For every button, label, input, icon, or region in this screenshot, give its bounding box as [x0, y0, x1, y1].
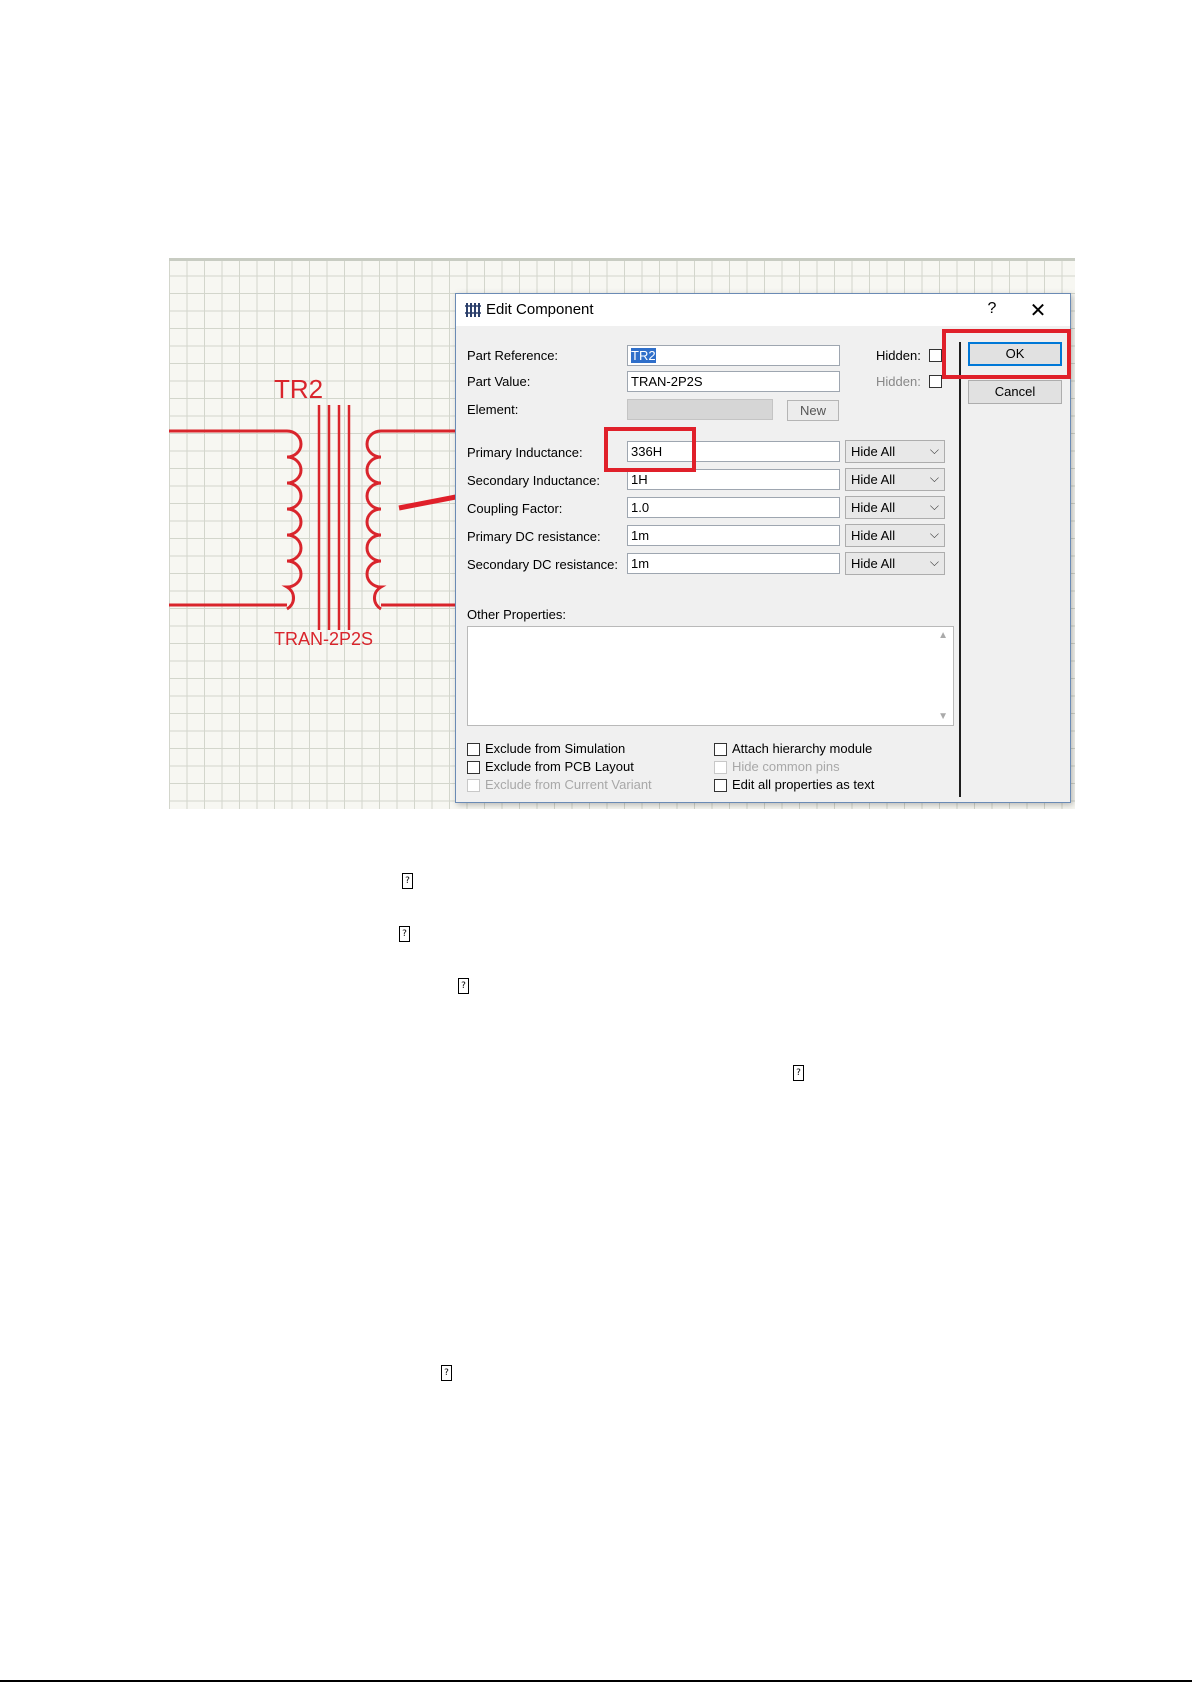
other-properties-textarea[interactable] — [467, 626, 954, 726]
primary-dc-resistance-field[interactable]: 1m — [627, 525, 840, 546]
dialog-titlebar[interactable] — [456, 294, 1070, 326]
help-icon[interactable]: ? — [987, 300, 997, 317]
part-value-field[interactable]: TRAN-2P2S — [627, 371, 840, 392]
hidden-label-2: Hidden: — [876, 374, 921, 389]
hidden-reference-checkbox[interactable] — [929, 349, 942, 362]
edit-as-text-checkbox[interactable] — [714, 779, 727, 792]
exclude-pcb-label: Exclude from PCB Layout — [485, 759, 634, 774]
chevron-down-icon: ⌵ — [929, 527, 939, 541]
component-value-label: TRAN-2P2S — [274, 629, 374, 649]
element-label: Element: — [467, 402, 519, 417]
exclude-simulation-checkbox[interactable] — [467, 743, 480, 756]
ok-highlight-box — [942, 329, 1071, 379]
primary-inductance-field[interactable]: 336H — [627, 441, 840, 462]
exclude-variant-checkbox — [467, 779, 480, 792]
chevron-down-icon: ⌵ — [929, 499, 939, 513]
secondary-inductance-label: Secondary Inductance: — [467, 473, 600, 488]
primary-dc-resistance-visibility[interactable]: Hide All ⌵ — [845, 524, 945, 547]
part-reference-field[interactable]: TR2 — [627, 345, 840, 366]
other-properties-label: Other Properties: — [467, 607, 566, 622]
inductance-highlight-box — [604, 427, 696, 472]
exclude-simulation-label: Exclude from Simulation — [485, 741, 626, 756]
exclude-variant-label: Exclude from Current Variant — [485, 777, 652, 792]
element-field — [627, 399, 773, 420]
new-element-button[interactable]: New — [787, 400, 839, 421]
footer-rule — [0, 1680, 1192, 1682]
ok-button[interactable]: OK — [968, 342, 1062, 366]
chevron-down-icon: ⌵ — [929, 443, 939, 457]
missing-glyph: ? — [458, 978, 469, 994]
secondary-dc-resistance-visibility[interactable]: Hide All ⌵ — [845, 552, 945, 575]
primary-dc-resistance-label: Primary DC resistance: — [467, 529, 601, 544]
hidden-label: Hidden: — [876, 348, 921, 363]
coupling-factor-visibility[interactable]: Hide All ⌵ — [845, 496, 945, 519]
primary-inductance-visibility[interactable]: Hide All ⌵ — [845, 440, 945, 463]
hide-common-pins-label: Hide common pins — [732, 759, 840, 774]
chevron-down-icon: ⌵ — [929, 555, 939, 569]
secondary-inductance-field[interactable]: 1H — [627, 469, 840, 490]
missing-glyph: ? — [793, 1065, 804, 1081]
button-separator — [959, 342, 961, 797]
edit-as-text-label: Edit all properties as text — [732, 777, 875, 792]
attach-hierarchy-checkbox[interactable] — [714, 743, 727, 756]
proteus-screenshot — [169, 258, 1075, 809]
hidden-value-checkbox[interactable] — [929, 375, 942, 388]
cancel-button[interactable]: Cancel — [968, 380, 1062, 404]
attach-hierarchy-label: Attach hierarchy module — [732, 741, 873, 756]
component-reference-label: TR2 — [274, 374, 324, 404]
missing-glyph: ? — [402, 873, 413, 889]
primary-inductance-label: Primary Inductance: — [467, 445, 583, 460]
close-icon[interactable]: ✕ — [1029, 300, 1047, 322]
component-icon — [464, 301, 482, 319]
chevron-down-icon: ⌵ — [929, 471, 939, 485]
exclude-pcb-checkbox[interactable] — [467, 761, 480, 774]
scroll-down-icon[interactable]: ▼ — [938, 711, 948, 722]
coupling-factor-label: Coupling Factor: — [467, 501, 563, 516]
part-reference-label: Part Reference: — [467, 348, 559, 363]
hide-common-pins-checkbox — [714, 761, 727, 774]
part-value-label: Part Value: — [467, 374, 531, 389]
secondary-dc-resistance-field[interactable]: 1m — [627, 553, 840, 574]
secondary-dc-resistance-label: Secondary DC resistance: — [467, 557, 619, 572]
coupling-factor-field[interactable]: 1.0 — [627, 497, 840, 518]
missing-glyph: ? — [399, 926, 410, 942]
secondary-inductance-visibility[interactable]: Hide All ⌵ — [845, 468, 945, 491]
scroll-up-icon[interactable]: ▲ — [938, 630, 948, 641]
missing-glyph: ? — [441, 1365, 452, 1381]
dialog-title: Edit Component — [486, 301, 594, 318]
